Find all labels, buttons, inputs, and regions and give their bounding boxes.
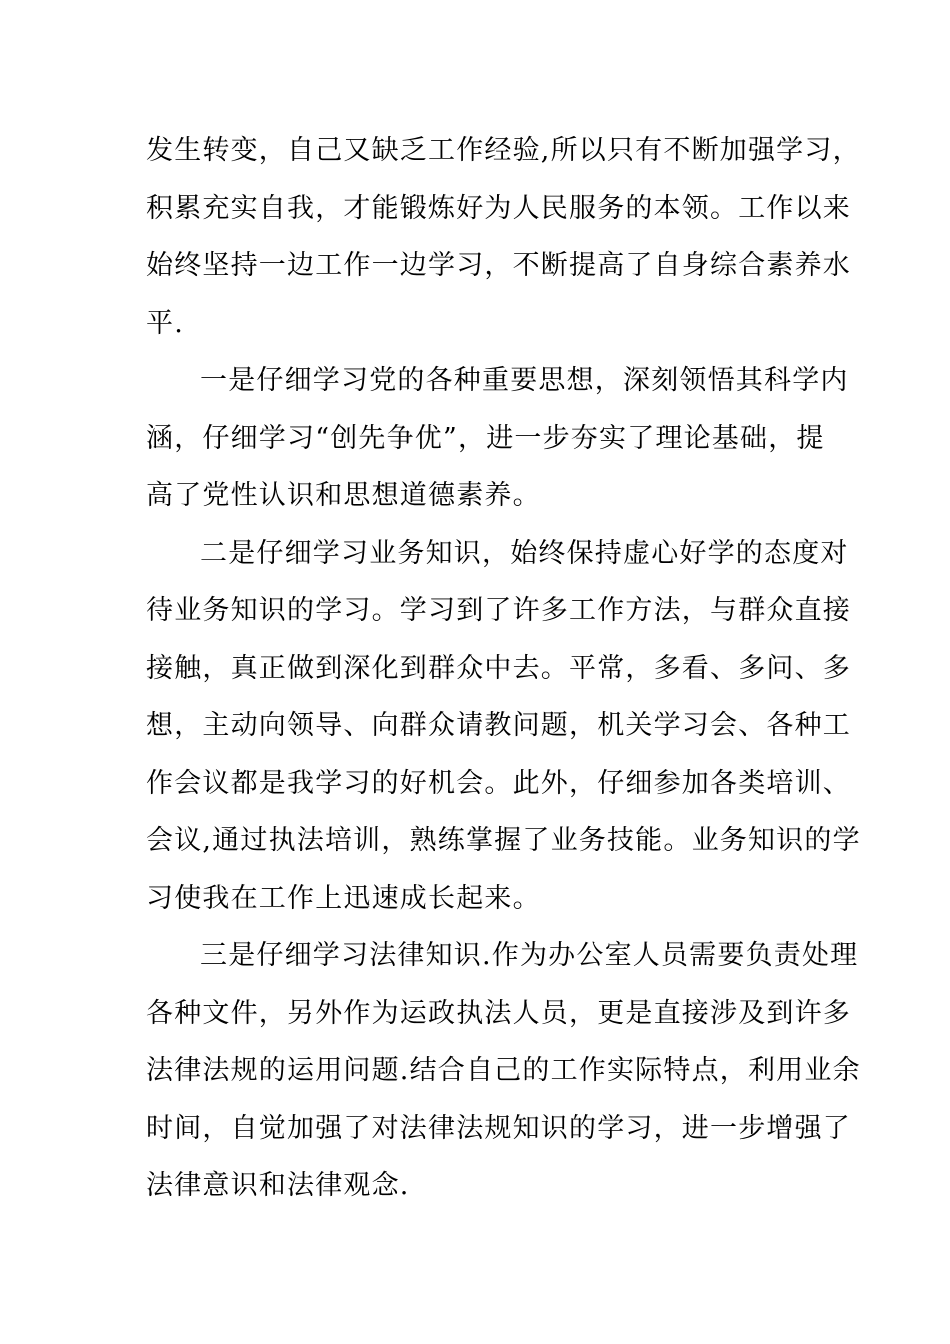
paragraph-party-theory: [146, 352, 849, 525]
text-line: 高了党性认识和思想道德素养。: [146, 480, 541, 511]
paragraph-business-knowledge: [146, 525, 861, 928]
text-line: 法律法规的运用问题.结合自己的工作实际特点，利用业余: [146, 1055, 861, 1086]
text-line: 习使我在工作上迅速成长起来。: [146, 882, 541, 914]
text-line: 想，主动向领导、向群众请教问题，机关学习会、各种工: [146, 710, 851, 741]
text-line: 始终坚持一边工作一边学习，不断提高了自身综合素养水: [146, 250, 851, 281]
text-line: 三是仔细学习法律知识.作为办公室人员需要负责处理: [200, 940, 859, 971]
text-line: 时间，自觉加强了对法律法规知识的学习，进一步增强了: [146, 1112, 851, 1144]
text-line: 各种文件，另外作为运政执法人员，更是直接涉及到许多: [146, 997, 851, 1029]
paragraph-legal-knowledge: [146, 927, 861, 1215]
text-line: 待业务知识的学习。学习到了许多工作方法，与群众直接: [146, 595, 851, 626]
text-line: 平.: [146, 307, 184, 339]
text-line: 积累充实自我，才能锻炼好为人民服务的本领。工作以来: [146, 192, 851, 224]
text-line: 一是仔细学习党的各种重要思想，深刻领悟其科学内: [200, 365, 849, 396]
paragraph-work-learning: [146, 122, 861, 352]
text-line: 涵，仔细学习“创先争优”，进一步夯实了理论基础，提: [146, 422, 825, 454]
text-line: 作会议都是我学习的好机会。此外，仔细参加各类培训、: [146, 767, 851, 799]
text-line: 接触，真正做到深化到群众中去。平常，多看、多问、多: [146, 652, 851, 684]
text-line: 会议,通过执法培训，熟练掌握了业务技能。业务知识的学: [146, 825, 861, 856]
text-line: 发生转变，自己又缺乏工作经验,所以只有不断加强学习，: [146, 135, 861, 166]
text-line: 二是仔细学习业务知识，始终保持虚心好学的态度对: [200, 537, 849, 569]
document-body: [146, 122, 861, 1215]
text-line: 法律意识和法律观念.: [146, 1170, 410, 1201]
